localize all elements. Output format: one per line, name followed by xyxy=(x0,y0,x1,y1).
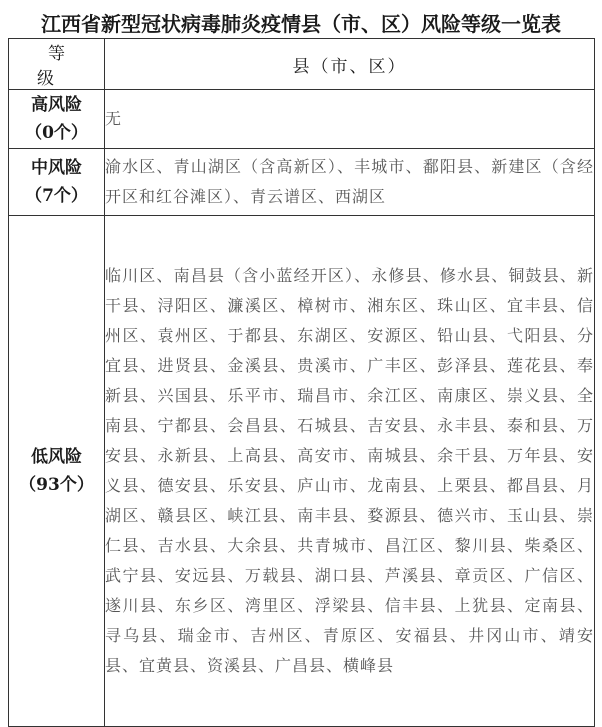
level-label-high: 高风险 xyxy=(31,95,82,115)
level-count-low: （93个） xyxy=(19,475,94,495)
table-row-low-risk xyxy=(9,216,595,727)
header-counties: 县（市、区） xyxy=(105,39,595,90)
level-cell-low xyxy=(9,216,105,727)
level-label-low: 低风险 xyxy=(31,447,82,467)
level-count-high: （0个） xyxy=(25,123,88,143)
header-level: 等级 xyxy=(9,39,105,90)
table-header-row xyxy=(9,39,595,90)
table-row-high-risk xyxy=(9,90,595,149)
areas-cell-medium: 渝水区、青山湖区（含高新区）、丰城市、鄱阳县、新建区（含经开区和红谷滩区）、青云谱区、西湖区 xyxy=(105,149,595,216)
level-label-medium: 中风险 xyxy=(31,158,82,178)
risk-level-table xyxy=(8,38,595,727)
table-row-medium-risk xyxy=(9,149,595,216)
areas-cell-low: 临川区、南昌县（含小蓝经开区）、永修县、修水县、铜鼓县、新干县、浔阳区、濂溪区、樟树市、湘东区、珠山区、宜丰县、信州区、袁州区、于都县、东湖区、安源区、铅山县、弋阳县、分宜县、进贤县、金溪县、贵溪市、广丰区、彭泽县、莲花县、奉新县、兴国县、乐平市、瑞昌市、余江区、南康区、崇义县、全南县、宁都县、会昌县、石城县、吉安县、永丰县、泰和县、万安县、永新县、上高县、高安市、南城县、余干县、万年县、安义县、德安县、乐安县、庐山市、龙南县、上栗县、都昌县、月湖区、赣县区、峡江县、南丰县、婺源县、德兴市、玉山县、崇仁县、吉水县、大余县、共青城市、昌江区、黎川县、柴桑区、武宁县、安远县、万载县、湖口县、芦溪县、章贡区、广信区、遂川县、东乡区、湾里区、浮梁县、信丰县、上犹县、定南县、寻乌县、瑞金市、吉州区、青原区、安福县、井冈山市、靖安县、宜黄县、资溪县、广昌县、横峰县 xyxy=(105,216,595,727)
level-cell-medium xyxy=(9,149,105,216)
page-title: 江西省新型冠状病毒肺炎疫情县（市、区）风险等级一览表 xyxy=(41,12,561,36)
level-cell-high xyxy=(9,90,105,149)
areas-cell-high: 无 xyxy=(105,90,595,149)
level-count-medium: （7个） xyxy=(25,186,88,206)
